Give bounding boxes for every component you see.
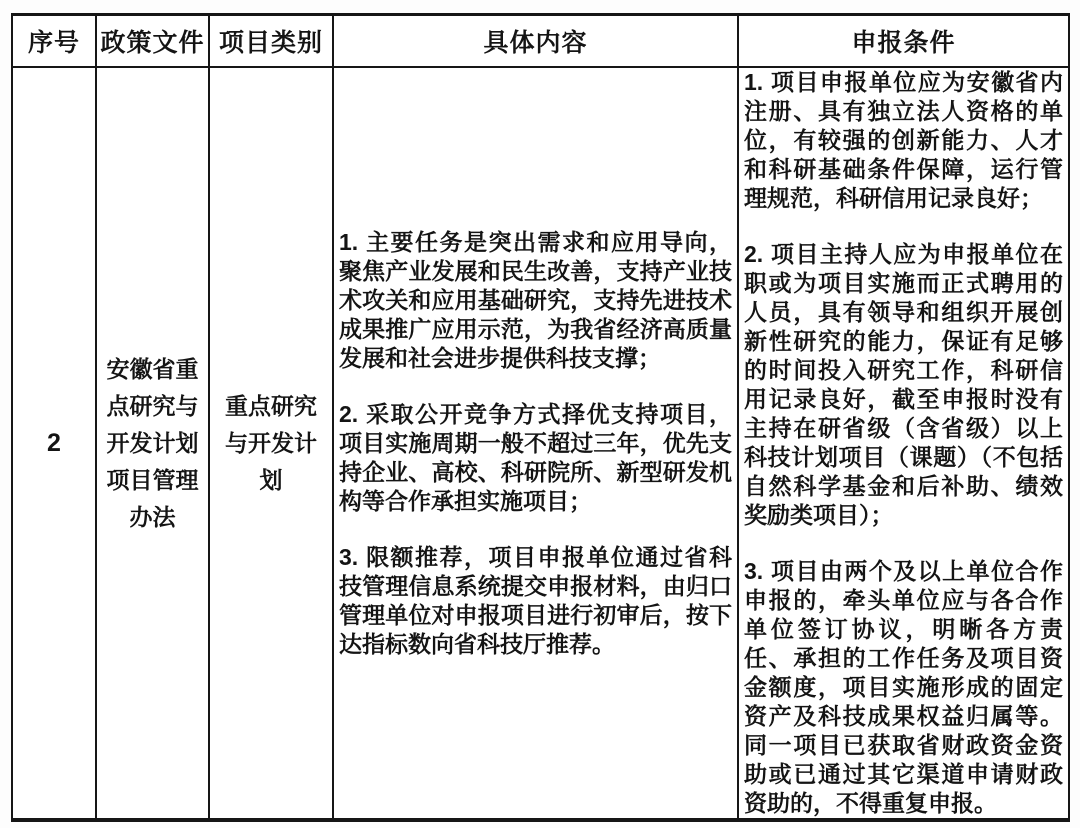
header-application-conditions: 申报条件	[738, 15, 1069, 68]
condition-paragraph-1: 1. 项目申报单位应为安徽省内注册、具有独立法人资格的单位，有较强的创新能力、人才和科研基础条件保障，运行管理规范，科研信用记录良好；	[744, 69, 1063, 211]
cell-policy-document: 安徽省重点研究与开发计划项目管理办法	[96, 67, 209, 820]
condition-paragraph-2: 2. 项目主持人应为申报单位在职或为项目实施而正式聘用的人员，具有领导和组织开展创新性研究的能力，保证有足够的时间投入研究工作，科研信用记录良好，截至申报时没有主持在研省级（含省级）以上科技计划项目（课题）（不包括自然科学基金和后补助、绩效奖励类项目）；	[744, 241, 1063, 528]
header-serial-number: 序号	[12, 15, 96, 68]
header-specific-content: 具体内容	[333, 15, 738, 68]
content-paragraph-3: 3. 限额推荐，项目申报单位通过省科技管理信息系统提交申报材料，由归口管理单位对申报项目进行初审后，按下达指标数向省科技厅推荐。	[339, 543, 732, 657]
policy-table	[11, 13, 1070, 822]
content-paragraph-1: 1. 主要任务是突出需求和应用导向，聚焦产业发展和民生改善，支持产业技术攻关和应用基础研究，支持先进技术成果推广应用示范，为我省经济高质量发展和社会进步提供科技支撑；	[339, 228, 732, 371]
cell-serial-number: 2	[12, 67, 96, 820]
cell-project-category: 重点研究与开发计划	[209, 67, 333, 820]
header-policy-document: 政策文件	[96, 15, 209, 68]
content-paragraph-2: 2. 采取公开竞争方式择优支持项目，项目实施周期一般不超过三年，优先支持企业、高校、科研院所、新型研发机构等合作承担实施项目；	[339, 400, 732, 514]
condition-paragraph-3: 3. 项目由两个及以上单位合作申报的，牵头单位应与各合作单位签订协议，明晰各方责任、承担的工作任务及项目资金额度，项目实施形成的固定资产及科技成果权益归属等。同一项目已获取省财政资金资助或已通过其它渠道申请财政资助的，不得重复申报。	[744, 558, 1063, 816]
table-row	[12, 67, 1069, 820]
header-project-category: 项目类别	[209, 15, 333, 68]
cell-application-conditions	[738, 67, 1069, 820]
table-header-row	[12, 15, 1069, 68]
cell-specific-content	[333, 67, 738, 820]
